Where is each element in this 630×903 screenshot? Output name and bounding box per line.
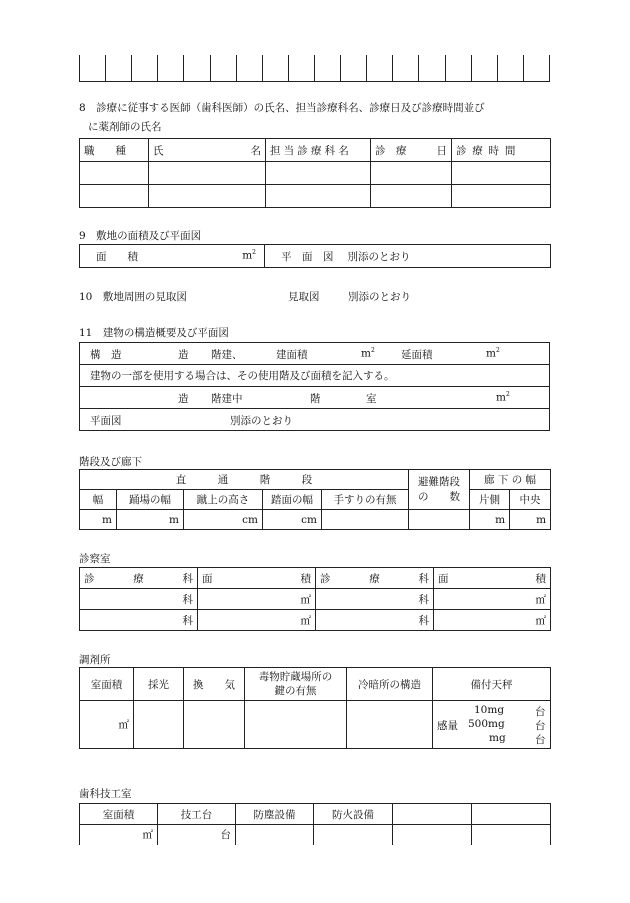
col-header-riser: 蹴上の高さ: [184, 490, 263, 510]
col-header-area: 面 積: [434, 568, 551, 589]
corridor-center-cell[interactable]: m: [510, 510, 551, 530]
section-8-title: 8 診療に従事する医師（歯科医師）の氏名、担当診療科名、診療日及び診療時間並び: [79, 102, 485, 114]
col-header-balance: 備付天秤: [433, 668, 551, 701]
fire-proof-cell[interactable]: [314, 825, 393, 845]
department-cell[interactable]: 科: [316, 610, 434, 631]
department-cell[interactable]: 科: [80, 589, 198, 610]
exam-room-title: 診察室: [79, 553, 111, 565]
poison-storage-cell[interactable]: [245, 701, 347, 749]
table-cell[interactable]: [393, 825, 472, 845]
structure-row: 構 造 造 階建、 建面積 $m^2$ 延面積 $m^2$: [80, 343, 550, 365]
table-cell: [472, 804, 551, 825]
dispensary-title: 調剤所: [79, 654, 111, 666]
col-header-room-area: 室面積: [80, 668, 134, 701]
col-header-ventilation: 換 気: [184, 668, 245, 701]
col-header-dust-proof: 防塵設備: [236, 804, 314, 825]
ventilation-cell[interactable]: [184, 701, 245, 749]
col-header-room-area: 室面積: [80, 804, 158, 825]
tread-width-cell[interactable]: cm: [263, 510, 322, 530]
section-10-title: 10 敷地周囲の見取図: [79, 291, 187, 303]
partial-use-note: 建物の一部を使用する場合は、その使用階及び面積を記入する。: [80, 365, 550, 387]
col-header-cold-storage: 冷暗所の構造: [347, 668, 433, 701]
col-header-occupation: 職 種: [80, 139, 149, 162]
room-area-cell[interactable]: ㎡: [80, 701, 134, 749]
section-11-title: 11 建物の構造概要及び平面図: [79, 327, 229, 339]
corridor-one-side-cell[interactable]: m: [470, 510, 510, 530]
site-area-table: [79, 244, 551, 268]
room-area-cell[interactable]: ㎡: [80, 825, 158, 845]
section-9-title: 9 敷地の面積及び平面図: [79, 230, 202, 242]
direct-stairs-header: 直 通 階 段: [80, 470, 409, 490]
col-header-tread: 踏面の幅: [263, 490, 322, 510]
table-cell: [393, 804, 472, 825]
exam-room-table: [79, 567, 551, 631]
dental-lab-table: [79, 803, 551, 845]
riser-height-cell[interactable]: cm: [184, 510, 263, 530]
area-cell[interactable]: ㎡: [198, 610, 316, 631]
col-header-landing: 踊場の幅: [117, 490, 184, 510]
col-header-poison-storage: 毒物貯蔵場所の 鍵の有無: [245, 668, 347, 701]
physician-table: [79, 138, 551, 208]
dispensary-table: [79, 667, 551, 749]
bench-count-cell[interactable]: 台: [158, 825, 236, 845]
department-cell[interactable]: 科: [316, 589, 434, 610]
col-header-department: 診 療 科: [80, 568, 198, 589]
col-header-department: 診 療 科: [316, 568, 434, 589]
balance-cell[interactable]: 10mg 台 感量 500mg 台 mg 台: [433, 701, 551, 749]
floor-room-row: 造 階建中 階 室 $m^2$: [80, 387, 550, 409]
department-cell[interactable]: 科: [80, 610, 198, 631]
top-partial-grid: [79, 55, 550, 82]
table-cell[interactable]: [80, 162, 149, 185]
table-cell[interactable]: [452, 162, 551, 185]
col-header-lighting: 採光: [134, 668, 184, 701]
col-header-center: 中央: [510, 490, 551, 510]
section-8-title-cont: に薬剤師の氏名: [88, 121, 162, 133]
col-header-hours: 診療時間: [452, 139, 551, 162]
table-cell[interactable]: [472, 825, 551, 845]
landing-width-cell[interactable]: m: [117, 510, 184, 530]
table-cell[interactable]: [149, 162, 266, 185]
col-header-area: 面 積: [198, 568, 316, 589]
dust-proof-cell[interactable]: [236, 825, 314, 845]
floor-plan-row: 平面図 別添のとおり: [80, 409, 550, 431]
table-cell[interactable]: [371, 185, 452, 208]
col-header-one-side: 片側: [470, 490, 510, 510]
site-plan-cell: 平 面 図 別添のとおり: [265, 245, 551, 268]
table-cell[interactable]: [266, 162, 371, 185]
col-header-fire-proof: 防火設備: [314, 804, 393, 825]
dental-lab-title: 歯科技工室: [79, 788, 132, 800]
col-header-handrail: 手すりの有無: [322, 490, 409, 510]
building-structure-table: [79, 342, 550, 431]
lighting-cell[interactable]: [134, 701, 184, 749]
sketch-map-label: 見取図: [288, 291, 320, 303]
table-cell[interactable]: [371, 162, 452, 185]
table-cell[interactable]: [266, 185, 371, 208]
corridor-width-header: 廊 下 の 幅: [470, 470, 551, 490]
area-cell[interactable]: ㎡: [434, 589, 551, 610]
col-header-bench: 技工台: [158, 804, 236, 825]
area-cell[interactable]: ㎡: [198, 589, 316, 610]
stairs-table: [79, 469, 551, 530]
stairs-width-cell[interactable]: m: [80, 510, 117, 530]
evacuation-stairs-header: 避難階段 の 数: [409, 470, 470, 510]
evacuation-count-cell[interactable]: [409, 510, 470, 530]
table-cell[interactable]: [452, 185, 551, 208]
col-header-name: 氏 名: [149, 139, 266, 162]
stairs-title: 階段及び廊下: [79, 456, 142, 468]
table-cell[interactable]: [80, 185, 149, 208]
handrail-cell[interactable]: [322, 510, 409, 530]
sketch-map-value: 別添のとおり: [348, 291, 411, 303]
col-header-department: 担当診療科名: [266, 139, 371, 162]
col-header-day: 診 療 日: [371, 139, 452, 162]
site-area-cell: 面 積 $m^2$: [80, 245, 265, 268]
cold-storage-cell[interactable]: [347, 701, 433, 749]
table-cell[interactable]: [149, 185, 266, 208]
area-cell[interactable]: ㎡: [434, 610, 551, 631]
col-header-width: 幅: [80, 490, 117, 510]
